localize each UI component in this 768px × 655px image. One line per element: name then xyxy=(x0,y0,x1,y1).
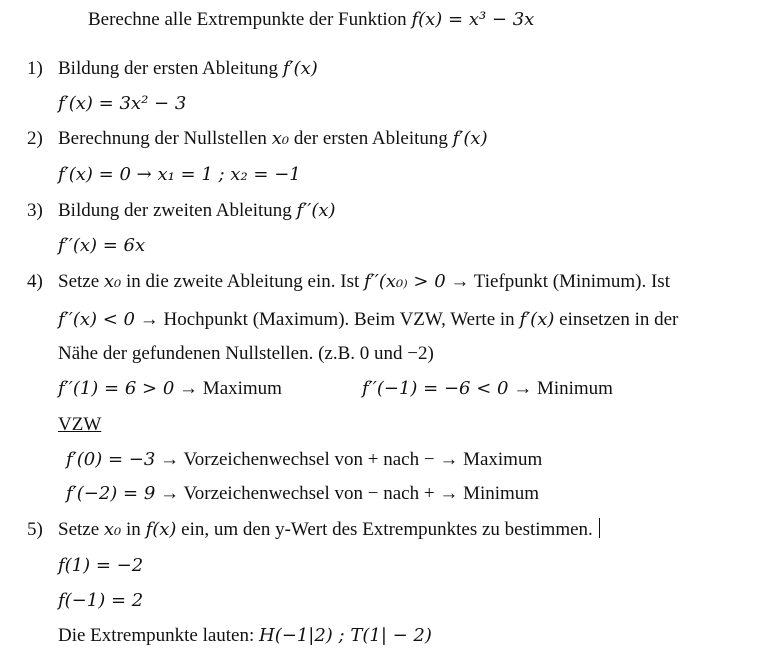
step-5-heading xyxy=(58,518,600,542)
step-5-line-1: f(1) = −2 xyxy=(58,555,144,576)
step-4-line-2 xyxy=(58,308,678,332)
step-1-heading-math: f′(x) xyxy=(282,58,318,79)
step-3-heading xyxy=(58,199,336,223)
step-2-heading-text-a: Berechnung der Nullstellen xyxy=(58,128,272,149)
step-4-line-2-c: einsetzen in der xyxy=(554,309,679,330)
step-4-eval-right-text: → Minimum xyxy=(508,378,613,399)
step-4-line-2-b: → Hochpunkt (Maximum). Beim VZW, Werte in xyxy=(135,309,520,330)
vzw-line-1-text: → Vorzeichenwechsel von + nach − → Maximum xyxy=(155,449,543,470)
step-5-heading-math-a: x₀ xyxy=(103,519,122,540)
step-4-line-1-c: → Tiefpunkt (Minimum). Ist xyxy=(445,271,670,292)
step-2-number: 2) xyxy=(27,128,43,149)
step-4-eval-right xyxy=(362,377,613,401)
step-3-heading-text: Bildung der zweiten Ableitung xyxy=(58,200,297,221)
step-5-heading-text-c: ein, um den y-Wert des Extrempunktes zu bestimmen. xyxy=(176,519,593,540)
step-4-line-1 xyxy=(58,270,670,294)
step-5-line-2: f(−1) = 2 xyxy=(58,590,144,611)
step-4-eval-left-math: f′′(1) = 6 > 0 xyxy=(58,378,175,399)
title-function: f(x) = x³ − 3x xyxy=(411,9,535,30)
step-5-conclusion-math: H(−1|2) ; T(1| − 2) xyxy=(259,625,432,646)
step-2-heading-math-a: x₀ xyxy=(271,128,290,149)
step-5-heading-text-b: in xyxy=(121,519,146,540)
step-4-line-2-math-b: f′(x) xyxy=(519,309,555,330)
step-1-heading-text: Bildung der ersten Ableitung xyxy=(58,58,283,79)
step-3-number: 3) xyxy=(27,200,43,221)
vzw-heading: VZW xyxy=(58,414,102,435)
step-4-line-1-a: Setze xyxy=(58,271,104,292)
step-4-line-3: Nähe der gefundenen Nullstellen. (z.B. 0 und −2) xyxy=(58,343,434,364)
step-2-heading xyxy=(58,127,488,151)
vzw-line-2-math: f′(−2) = 9 xyxy=(66,483,156,504)
step-4-eval-left-text: → Maximum xyxy=(174,378,282,399)
step-4-line-1-b: in die zweite Ableitung ein. Ist xyxy=(121,271,365,292)
step-3-result: f′′(x) = 6x xyxy=(58,235,146,256)
text-cursor xyxy=(599,518,600,538)
vzw-line-2 xyxy=(66,482,539,506)
step-1-heading xyxy=(58,57,318,81)
step-5-number: 5) xyxy=(27,519,43,540)
step-2-result: f′(x) = 0 → x₁ = 1 ; x₂ = −1 xyxy=(58,164,301,185)
vzw-line-1-math: f′(0) = −3 xyxy=(66,449,156,470)
step-2-heading-text-b: der ersten Ableitung xyxy=(289,128,453,149)
step-1-number: 1) xyxy=(27,58,43,79)
step-4-line-1-math-b: f′′(x₀₎ > 0 xyxy=(364,271,446,292)
step-1-result: f′(x) = 3x² − 3 xyxy=(58,93,187,114)
step-4-line-1-math-a: x₀ xyxy=(103,271,122,292)
step-2-heading-math-b: f′(x) xyxy=(452,128,488,149)
step-4-number: 4) xyxy=(27,271,43,292)
step-3-heading-math: f′′(x) xyxy=(296,200,336,221)
title-text: Berechne alle Extrempunkte der Funktion xyxy=(88,9,412,30)
step-5-conclusion-text: Die Extrempunkte lauten: xyxy=(58,625,260,646)
vzw-line-2-text: → Vorzeichenwechsel von − nach + → Minimum xyxy=(155,483,540,504)
step-4-eval-left xyxy=(58,377,282,401)
page-title xyxy=(88,8,534,32)
step-5-conclusion xyxy=(58,624,432,648)
step-4-eval-right-math: f′′(−1) = −6 < 0 xyxy=(362,378,509,399)
step-4-line-2-math-a: f′′(x) < 0 xyxy=(58,309,136,330)
step-5-heading-math-b: f(x) xyxy=(145,519,177,540)
vzw-line-1 xyxy=(66,448,542,472)
step-5-heading-text-a: Setze xyxy=(58,519,104,540)
